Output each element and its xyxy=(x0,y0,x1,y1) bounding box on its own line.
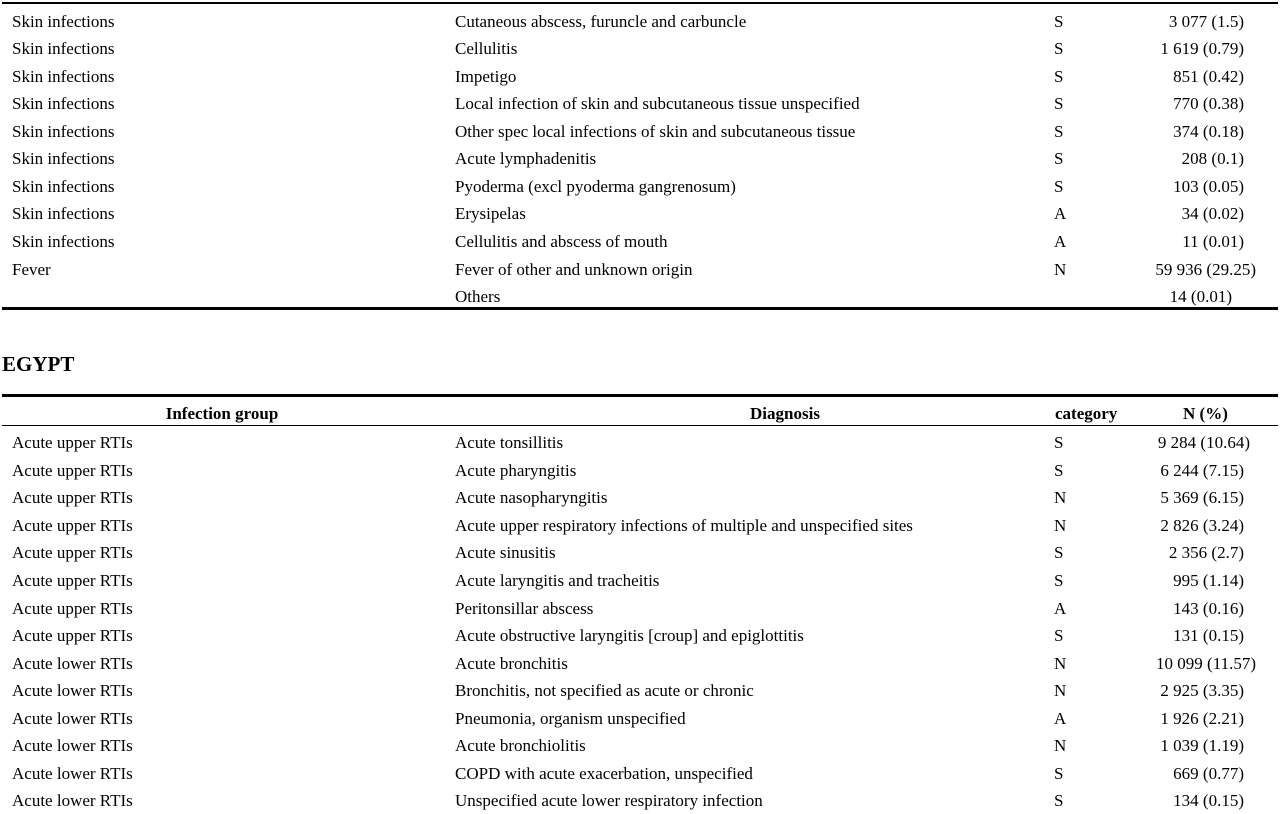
cell-diagnosis: Erysipelas xyxy=(455,204,526,223)
cell-category: N xyxy=(1054,516,1067,535)
cell-n: 5 369 (6.15) xyxy=(1160,488,1244,507)
cell-category: S xyxy=(1054,543,1064,562)
cell-diagnosis: Cellulitis and abscess of mouth xyxy=(455,232,668,251)
cell-category: N xyxy=(1054,260,1067,279)
cell-diagnosis: Acute pharyngitis xyxy=(455,461,577,480)
cell-n: 34 (0.02) xyxy=(1181,204,1244,223)
table-row xyxy=(0,283,1280,310)
cell-n: 131 (0.15) xyxy=(1173,626,1244,645)
cell-group: Acute upper RTIs xyxy=(12,543,133,562)
cell-n: 1 039 (1.19) xyxy=(1160,736,1244,755)
cell-n: 2 356 (2.7) xyxy=(1168,543,1244,562)
egypt-header-rule xyxy=(2,425,1278,426)
table-row xyxy=(0,732,1280,759)
cell-category: S xyxy=(1054,433,1064,452)
table-row xyxy=(0,650,1280,677)
cell-diagnosis: Pyoderma (excl pyoderma gangrenosum) xyxy=(455,177,736,196)
cell-n: 995 (1.14) xyxy=(1173,571,1244,590)
cell-diagnosis: Fever of other and unknown origin xyxy=(455,260,693,279)
cell-category: N xyxy=(1054,681,1067,700)
cell-diagnosis: Acute tonsillitis xyxy=(455,433,564,452)
header-infection-group: Infection group xyxy=(165,404,279,423)
cell-n: 208 (0.1) xyxy=(1181,149,1244,168)
cell-group: Skin infections xyxy=(12,122,115,141)
cell-diagnosis: Acute obstructive laryngitis [croup] and epiglottitis xyxy=(455,626,804,645)
cell-diagnosis: Others xyxy=(455,287,501,306)
cell-n: 6 244 (7.15) xyxy=(1160,461,1244,480)
header-category: category xyxy=(1055,404,1118,423)
cell-n: 1 926 (2.21) xyxy=(1160,709,1244,728)
cell-diagnosis: Other spec local infections of skin and subcutaneous tissue xyxy=(455,122,856,141)
cell-category: N xyxy=(1054,654,1067,673)
cell-n: 59 936 (29.25) xyxy=(1155,260,1256,279)
table-row xyxy=(0,256,1280,283)
cell-group: Skin infections xyxy=(12,12,115,31)
cell-diagnosis: Acute upper respiratory infections of multiple and unspecified sites xyxy=(455,516,913,535)
cell-category: S xyxy=(1054,122,1064,141)
table-row xyxy=(0,677,1280,704)
cell-category: S xyxy=(1054,12,1064,31)
cell-group: Acute upper RTIs xyxy=(12,433,133,452)
cell-group: Skin infections xyxy=(12,94,115,113)
cell-n: 9 284 (10.64) xyxy=(1157,433,1250,452)
table-row xyxy=(0,228,1280,255)
table-row xyxy=(0,35,1280,62)
cell-group: Skin infections xyxy=(12,232,115,251)
table-row xyxy=(0,8,1280,35)
cell-group: Acute lower RTIs xyxy=(12,764,133,783)
cell-diagnosis: Acute nasopharyngitis xyxy=(455,488,608,507)
cell-group: Skin infections xyxy=(12,67,115,86)
cell-category: S xyxy=(1054,67,1064,86)
cell-diagnosis: Acute bronchitis xyxy=(455,654,568,673)
cell-category: A xyxy=(1054,709,1067,728)
cell-n: 1 619 (0.79) xyxy=(1160,39,1244,58)
cell-group: Skin infections xyxy=(12,39,115,58)
cell-n: 143 (0.16) xyxy=(1173,599,1244,618)
table-row xyxy=(0,760,1280,787)
table-row xyxy=(0,118,1280,145)
cell-category: S xyxy=(1054,791,1064,810)
cell-n: 3 077 (1.5) xyxy=(1168,12,1244,31)
cell-group: Skin infections xyxy=(12,177,115,196)
top-table-top-rule xyxy=(2,2,1278,4)
header-n-percent: N (%) xyxy=(1183,404,1228,423)
table-row xyxy=(0,622,1280,649)
cell-group: Acute lower RTIs xyxy=(12,709,133,728)
cell-category: N xyxy=(1054,488,1067,507)
cell-category: A xyxy=(1054,204,1067,223)
cell-diagnosis: Cutaneous abscess, furuncle and carbuncle xyxy=(455,12,747,31)
cell-group: Acute upper RTIs xyxy=(12,516,133,535)
table-row xyxy=(0,145,1280,172)
table-row xyxy=(0,539,1280,566)
cell-n: 770 (0.38) xyxy=(1173,94,1244,113)
cell-diagnosis: Cellulitis xyxy=(455,39,518,58)
cell-group: Acute lower RTIs xyxy=(12,791,133,810)
cell-group: Acute upper RTIs xyxy=(12,571,133,590)
table-header-row xyxy=(0,400,1280,427)
table-row xyxy=(0,90,1280,117)
cell-diagnosis: Acute sinusitis xyxy=(455,543,556,562)
cell-group: Fever xyxy=(12,260,51,279)
cell-diagnosis: Acute bronchiolitis xyxy=(455,736,586,755)
cell-group: Acute upper RTIs xyxy=(12,488,133,507)
cell-group: Acute upper RTIs xyxy=(12,626,133,645)
table-row xyxy=(0,512,1280,539)
cell-group: Acute upper RTIs xyxy=(12,599,133,618)
cell-category: S xyxy=(1054,626,1064,645)
cell-n: 669 (0.77) xyxy=(1173,764,1244,783)
cell-n: 103 (0.05) xyxy=(1173,177,1244,196)
table-row xyxy=(0,705,1280,732)
cell-n: 14 (0.01) xyxy=(1169,287,1232,306)
section-title: EGYPT xyxy=(2,352,75,376)
egypt-table-top-rule xyxy=(2,394,1278,397)
cell-category: S xyxy=(1054,177,1064,196)
cell-n: 374 (0.18) xyxy=(1173,122,1244,141)
cell-diagnosis: Bronchitis, not specified as acute or chronic xyxy=(455,681,754,700)
cell-n: 2 826 (3.24) xyxy=(1160,516,1244,535)
cell-diagnosis: Acute laryngitis and tracheitis xyxy=(455,571,660,590)
table-row xyxy=(0,484,1280,511)
cell-category: N xyxy=(1054,736,1067,755)
cell-group: Acute lower RTIs xyxy=(12,681,133,700)
top-table-bottom-rule xyxy=(2,307,1278,310)
cell-n: 134 (0.15) xyxy=(1173,791,1244,810)
table-row xyxy=(0,457,1280,484)
table-row xyxy=(0,567,1280,594)
cell-category: S xyxy=(1054,571,1064,590)
cell-diagnosis: Acute lymphadenitis xyxy=(455,149,597,168)
cell-category: S xyxy=(1054,764,1064,783)
cell-diagnosis: Unspecified acute lower respiratory infection xyxy=(455,791,763,810)
table-row xyxy=(0,595,1280,622)
cell-group: Acute upper RTIs xyxy=(12,461,133,480)
cell-diagnosis: Impetigo xyxy=(455,67,517,86)
table-row xyxy=(0,63,1280,90)
cell-category: S xyxy=(1054,94,1064,113)
cell-group: Skin infections xyxy=(12,204,115,223)
cell-n: 2 925 (3.35) xyxy=(1160,681,1244,700)
cell-category: A xyxy=(1054,232,1067,251)
cell-n: 10 099 (11.57) xyxy=(1156,654,1256,673)
cell-category: S xyxy=(1054,39,1064,58)
cell-n: 851 (0.42) xyxy=(1173,67,1244,86)
cell-diagnosis: Pneumonia, organism unspecified xyxy=(455,709,686,728)
cell-category: S xyxy=(1054,461,1064,480)
cell-diagnosis: COPD with acute exacerbation, unspecified xyxy=(455,764,753,783)
table-row xyxy=(0,787,1280,814)
table-row xyxy=(0,173,1280,200)
table-row xyxy=(0,429,1280,456)
cell-diagnosis: Local infection of skin and subcutaneous tissue unspecified xyxy=(455,94,860,113)
header-diagnosis: Diagnosis xyxy=(750,404,820,423)
cell-diagnosis: Peritonsillar abscess xyxy=(455,599,594,618)
cell-category: S xyxy=(1054,149,1064,168)
cell-group: Skin infections xyxy=(12,149,115,168)
cell-category: A xyxy=(1054,599,1067,618)
cell-group: Acute lower RTIs xyxy=(12,654,133,673)
cell-n: 11 (0.01) xyxy=(1182,232,1244,251)
cell-group: Acute lower RTIs xyxy=(12,736,133,755)
table-row xyxy=(0,200,1280,227)
